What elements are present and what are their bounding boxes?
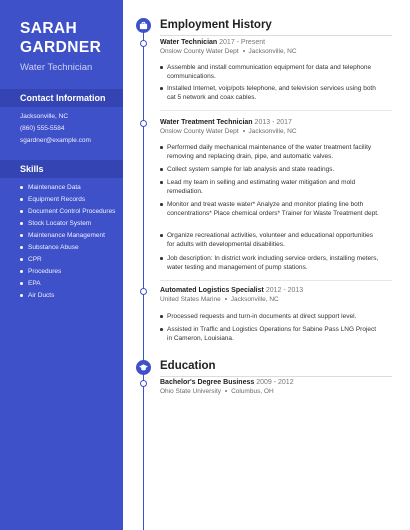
skill-item: Equipment Records <box>20 196 85 203</box>
contact-location: Jacksonville, NC <box>20 113 69 120</box>
separator-dot <box>243 50 245 52</box>
job-bullet: Assemble and install communication equipment for data and telephone communications. <box>160 63 382 81</box>
candidate-name: SARAH GARDNER <box>20 20 102 56</box>
skill-item: EPA <box>20 280 41 287</box>
skills-heading: Skills <box>0 160 123 178</box>
job-dates: 2013 - 2017 <box>254 119 292 126</box>
contact-heading: Contact Information <box>0 89 123 107</box>
job-bullet: Collect system sample for lab analysis and state readings. <box>160 165 382 174</box>
education-heading: Education <box>160 360 216 372</box>
degree-dates: 2009 - 2012 <box>256 379 294 386</box>
job-dates: 2012 - 2013 <box>265 287 304 294</box>
job-divider <box>160 280 392 281</box>
employment-heading: Employment History <box>160 19 272 31</box>
job-bullet: Job description: In district work including service orders, installing meters, water testing and management of pump stations. <box>160 254 382 272</box>
job-dates: 2017 - Present <box>219 39 266 46</box>
graduation-cap-icon <box>136 360 151 375</box>
section-divider <box>160 35 392 36</box>
separator-dot <box>243 130 245 132</box>
job-bullet: Performed daily mechanical maintenance of the water treatment facility removing and replacing drain, pipe, and automatic valves. <box>160 143 382 161</box>
contact-phone: (860) 555-5584 <box>20 125 65 132</box>
bullet-icon <box>20 186 23 189</box>
job-bullet: Organize recreational activities, volunteer and educational opportunities for adults with developmental disabilities. <box>160 231 382 249</box>
bullet-icon <box>20 246 23 249</box>
job-employer: United States Marine Jacksonville, NC <box>160 296 279 303</box>
contact-email[interactable]: sgardner@example.com <box>20 137 91 144</box>
skill-item: Maintenance Management <box>20 232 105 239</box>
bullet-icon <box>20 294 23 297</box>
skill-item: Document Control Procedures <box>20 208 115 215</box>
timeline-dot <box>140 120 147 127</box>
bullet-icon <box>20 258 23 261</box>
bullet-icon <box>20 210 23 213</box>
job-employer: Onslow County Water Dept Jacksonville, NC <box>160 48 297 55</box>
candidate-role: Water Technician <box>20 62 93 73</box>
skill-item: Maintenance Data <box>20 184 81 191</box>
briefcase-icon <box>136 18 151 33</box>
job-employer: Onslow County Water Dept Jacksonville, NC <box>160 128 297 135</box>
bullet-icon <box>20 198 23 201</box>
job-bullet: Processed requests and turn-in documents at direct support level. <box>160 312 382 321</box>
timeline-dot <box>140 40 147 47</box>
job-title: Water Treatment Technician 2013 - 2017 <box>160 119 292 126</box>
job-bullet: Monitor and treat waste water* Analyze and monitor plating line both concentrations* Place chemical orders* Trainer for Waste Treatment dept. <box>160 200 382 218</box>
skill-item: Procedures <box>20 268 61 275</box>
skill-item: Air Ducts <box>20 292 54 299</box>
job-divider <box>160 110 392 111</box>
timeline-dot <box>140 288 147 295</box>
skill-item: Stock Locator System <box>20 220 91 227</box>
bullet-icon <box>20 222 23 225</box>
job-bullet: Installed Internet, voip/pots telephone, and television services using both cat 5 network and coax cables. <box>160 84 382 102</box>
job-bullet: Lead my team in selling and estimating water mitigation and mold remediation. <box>160 178 382 196</box>
separator-dot <box>225 390 227 392</box>
degree-title: Bachelor's Degree Business 2009 - 2012 <box>160 379 294 386</box>
section-divider <box>160 376 392 377</box>
timeline-dot <box>140 380 147 387</box>
timeline-line <box>143 32 144 530</box>
separator-dot <box>225 298 227 300</box>
bullet-icon <box>20 234 23 237</box>
job-bullet: Assisted in Traffic and Logistics Operations for Sabine Pass LNG Project in Cameron, Louisiana. <box>160 325 382 343</box>
skill-item: CPR <box>20 256 42 263</box>
job-title: Water Technician 2017 - Present <box>160 39 266 46</box>
sidebar <box>0 0 123 530</box>
school-name: Ohio State University Columbus, OH <box>160 388 274 395</box>
job-title: Automated Logistics Specialist 2012 - 2013 <box>160 287 304 294</box>
bullet-icon <box>20 282 23 285</box>
bullet-icon <box>20 270 23 273</box>
skill-item: Substance Abuse <box>20 244 79 251</box>
